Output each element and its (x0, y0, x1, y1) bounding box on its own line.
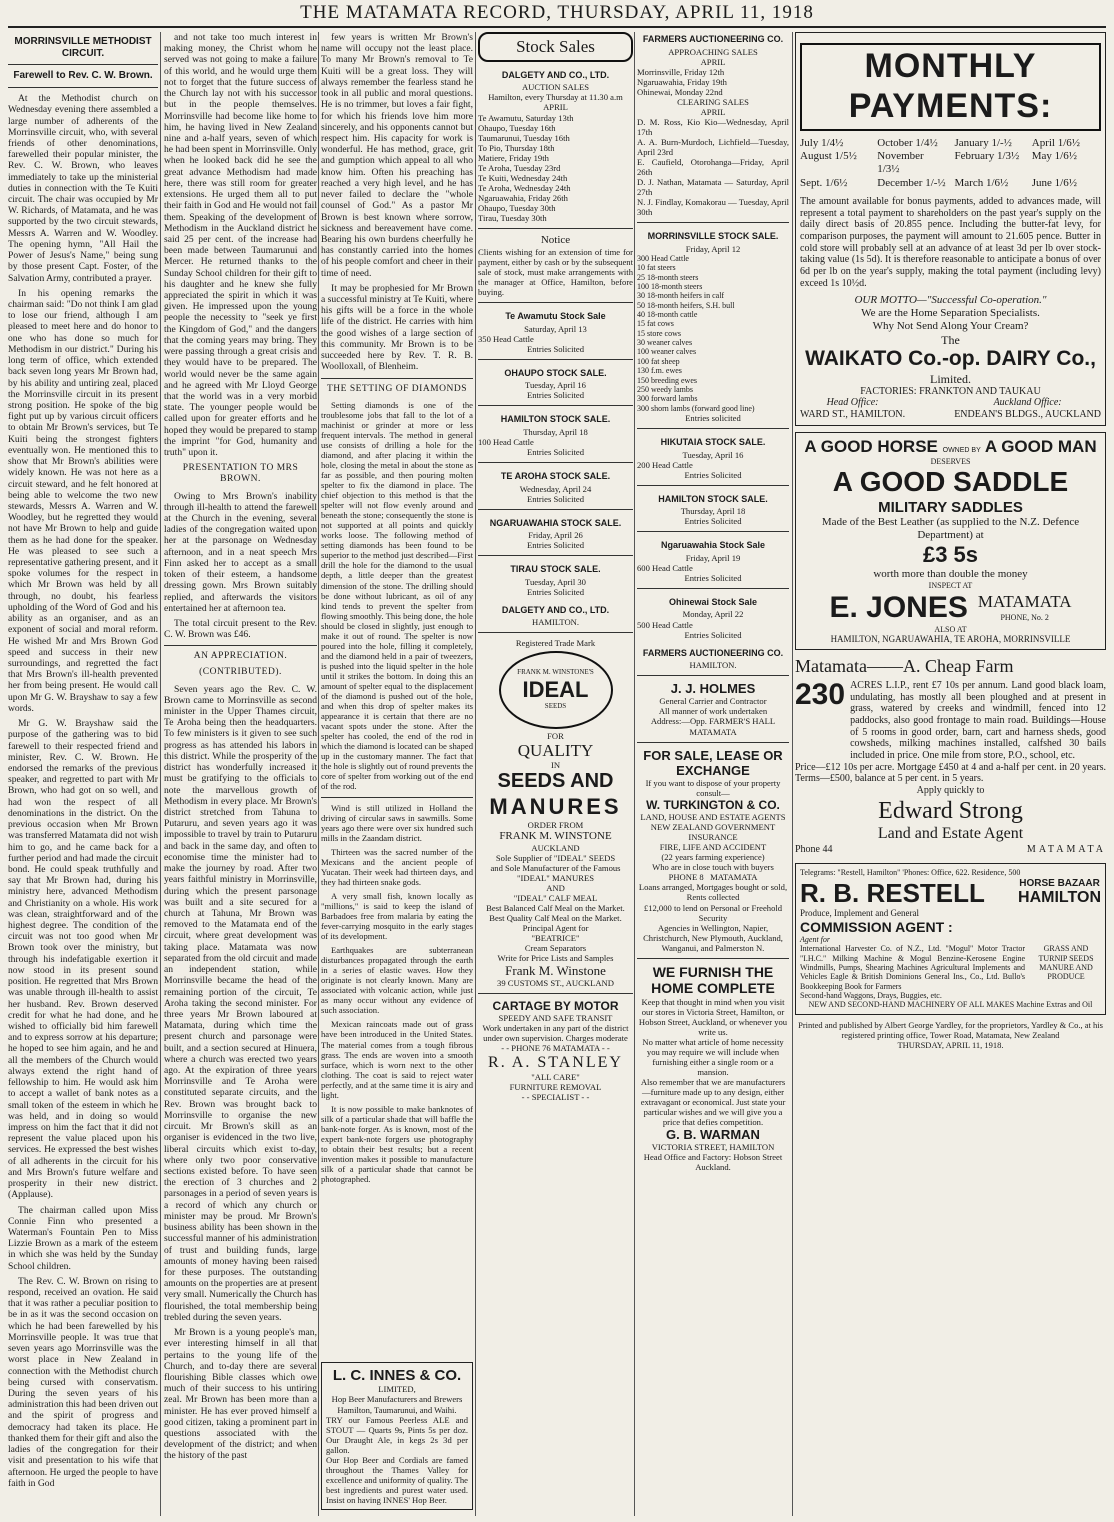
sale-date: Ohinewai, Monday 22nd (637, 86, 723, 97)
divider (637, 958, 789, 959)
ad-line: FIRE, LIFE AND ACCIDENT (659, 842, 767, 853)
divider (478, 993, 633, 994)
stock-line: 15 store cows (637, 328, 681, 338)
cartage-advert (478, 999, 633, 1102)
company-name: WAIKATO Co.-op. DAIRY Co., (805, 347, 1096, 371)
ad-line: FOR SALE, LEASE OR EXCHANGE (643, 747, 783, 778)
column-1 (8, 32, 158, 1516)
farmers-footer: FARMERS AUCTIONEERING CO. (642, 647, 784, 658)
divider (478, 555, 633, 556)
ad-line: MATAMATA (977, 591, 1072, 611)
sale-date: A. A. Burn-Murdoch, Lichfield—Tuesday, April 23rd (637, 136, 789, 157)
ad-line: Best Quality Calf Meal on the Market. (489, 912, 622, 923)
stock-line: 100 weaner calves (637, 347, 697, 357)
stock-sale (478, 302, 633, 354)
ad-line: Principal Agent for (522, 922, 589, 933)
ad-text: International Harvester Co. of N.Z., Ltd. "Mogul" Motor Tractor "I.H.C." Milking Machine & Mogul Benzine-Kerosene Engine Windmills, Pumps, Shearing Machines Agricultural Implements and Vehicles Eagle & British Dominions General Ins., Co., Ltd. Bullo's Bookkeeping Book for Farmers (800, 944, 1025, 991)
ad-line: Why Not Send Along Your Cream? (872, 320, 1029, 333)
ad-line: Telegrams: "Restell, Hamilton" 'Phones: Office, 622. Residence, 500 (800, 868, 1021, 878)
ad-line: Produce, Implement and General (800, 908, 919, 919)
section-title: PRESENTATION TO MRS BROWN. (182, 463, 299, 485)
sale-title: Te Awamutu Stock Sale (505, 311, 606, 322)
price: £3 5s (922, 541, 979, 567)
ad-title: R. B. RESTELL (800, 877, 985, 908)
month-label: APRIL (543, 102, 568, 113)
ad-line: SEEDS AND (497, 770, 614, 793)
ad-line: A GOOD HORSE (804, 436, 938, 456)
payment-rate: May 1/6½ (1031, 150, 1077, 163)
ad-line: Keep that thought in mind when you visit our stores in Victoria Street, Hamilton, or Hobson Street, Auckland, or whenever you write us. (638, 996, 788, 1037)
stock-line: 50 18-month heifers, S.H. bull (637, 300, 735, 310)
paragraph: Setting diamonds is one of the troublesome jobs that fall to the lot of a machinist or grinder at more or less frequent intervals. The method in general use consists of drilling a hole for the diamond, and after placing it within the hole, closing the metal in about the stone as far as possible, and then pouring molten spelter to fix the diamond in place. The chief objection to this method is that the spelter will not flow evenly around and beneath the stone; consequently the stone is not supported at all points and quickly works loose. The following method of setting diamonds has been found to be superior to the method just described—First drill the hole for the diamond to the usual depth, a little deeper than the greatest dimension of the stone. The drilling should be done without lubricant, as oil of any kind tends to prevent the spelter from flowing smoothly. This being done, the hole should be closed in slightly, just enough to make it out of round. The spelter is now poured into the hole, filling it completely, and the diamond held in a pair of tweezers, is pushed into the liquid spelter in the hole until it strikes the bottom. In doing this an amount of spelter equal to the displacement of the diamond is pushed out of the hole, and when this drop of spelter makes its appearance it is certain that there are no vacant spots under the stone. After the spelter has cooled, the end of the rod in which the diamond is located can be shaped up in the customary manner. The fact that the hole is slightly out of round prevents the core of spelter from working out of the end of the rod. (321, 399, 473, 792)
ad-line: INSPECT AT (928, 580, 973, 590)
ad-line: E. JONES (829, 590, 968, 624)
ad-line: Address:—Opp. FARMER'S HALL MATAMATA (650, 716, 776, 737)
divider (478, 302, 633, 303)
stock-line: 10 fat steers (637, 263, 676, 273)
ad-text: ACRES L.I.P., rent £7 10s per annum. Land good black loam, undulating, has mostly all been ploughed and at present in grass, watered by creeks and windmill, fenced into 12 paddocks, also good frontage to main road. Buildings—House of 5 rooms in good order, barn, cart and harness sheds, good cowsheds, milking machines installed, calfshed 30 bails included in price. One mile from store, P.O., school, etc. (850, 679, 1106, 762)
divider (637, 428, 789, 429)
auction-label: AUCTION SALES (521, 82, 590, 93)
ad-line: and Sole Manufacturer of the Famous (490, 862, 621, 873)
ad-text: The amount available for bonus payments, added to advances made, will represent a total payment to shareholders on the past year's supply on the daily direct basis of 20.855 pence. Including the butter-fat levy, for comparison purposes, the payment will amount to 21.605 pence. Butter in cold store will probably sell at an advance of at least 3d per lb over stock-taking value (1s 5d). It is therefore reasonable to anticipate a bonus of over 6d per lb on the year's supply, making the total payment (including levy) exceed 1s 10½d. (800, 195, 1101, 289)
column-4 (478, 32, 633, 1516)
stock-line: 150 breeding ewes (637, 375, 697, 385)
hamilton-line: Hamilton, every Thursday at 11.30 a.m (488, 92, 623, 103)
paragraph: The total circuit present to the Rev. C. W. Brown was £46. (164, 617, 317, 641)
section-subtitle: (CONTRIBUTED). (199, 667, 282, 678)
imprint: Printed and published by Albert George Yardley, for the proprietors, Yardley & Co., at his registered printing office, Tower Road, Matamata, New Zealand (798, 1019, 1103, 1040)
ad-line: COMMISSION AGENT : (800, 918, 953, 935)
sale-detail: 600 Head Cattle (637, 562, 693, 573)
divider (478, 509, 633, 510)
ad-line: Frank M. Winstone (505, 963, 606, 979)
restell-advert (795, 863, 1106, 1015)
payment-rate: July 1/4½ (800, 136, 844, 149)
notice-text: Clients wishing for an extension of time for payment, either by cash or by the subsequent sale of stock, must make arrangements with the manager at Office, Hamilton, before buying. (478, 246, 633, 298)
ad-line: WARD ST., HAMILTON. (800, 409, 906, 421)
ad-line: Agencies in Wellington, Napier, Christchurch, New Plymouth, Auckland, Wanganui, and Palmerston N. (643, 922, 783, 953)
sale-date: E. Caufield, Otorohanga—Friday, April 26th (637, 157, 789, 178)
entries-solicited: Entries Solicited (684, 469, 742, 480)
ad-line: Head Office: (826, 397, 879, 409)
ad-line: Agent for (800, 934, 830, 944)
ad-line: VICTORIA STREET, HAMILTON (651, 1142, 775, 1153)
trade-mark: Registered Trade Mark (515, 638, 596, 649)
ad-line: FRANK M. WINSTONE (499, 829, 612, 842)
stock-line: 300 forward lambs (637, 394, 698, 404)
monthly-payments-advert (795, 32, 1106, 426)
sale-date: Matiere, Friday 19th (478, 152, 549, 163)
dalgety-name: DALGETY AND CO., LTD. (501, 69, 610, 80)
stock-sale (637, 428, 789, 480)
payment-rate: April 1/6½ (1031, 136, 1081, 149)
divider (637, 675, 789, 676)
ad-line: SPEEDY AND SAFE TRANSIT (498, 1013, 613, 1024)
paragraph: few years is written Mr Brown's name will occupy not the least place. To many Mr Brown's removal to Te Kuiti will be a great loss. They will always remember the fearless stand he took in all public and moral questions. He is no trimmer, but loves a fair fight, for which his friends love him more sincerely, and his opponents cannot but respect him. His capacity for work is wonderful. He has method, grace, grit and gumption which appeal to all who know him. Often his preaching has reached a very high level, and he has never failed to declare the "whole counsel of God." As a pastor Mr Brown is best known where sorrow, sickness and bereavement have come. Bearing his own burdens cheerfully he has constantly carried into the homes of his people comfort and cheer in their time of need. (321, 32, 473, 279)
paragraph: Mr G. W. Brayshaw said the purpose of the gathering was to bid farewell to their respected friend and minister, Rev. C. W. Brown. He endorsed the remarks of the previous speaker, and regretted to part with Mr Brown, who had got on so well, and had won the respect of all denominations in the district. On the previous occasion when Mr Brown was transferred Matamata did not wish him to go, and he came back for a further period and had made the circuit bond. He could speak truthfully and say that Mr Brown had, during his ministry here, advanced Methodism and Christianity on a whole. His work was clean, straightforward and of the highest degree. The condition of the circuit was not too good when Mr Brown took over the ministry, but through his indefatigable exertion it now stood in its present sound position. He regretted that Mrs Brown was unable through ill-health to assist her husband. Rev. Brown deserved credit for what he had done, and he wished to officially bid him farewell and to express sorrow at his departure; he hoped to see him again, and he and all the members of the Church would always extend the right hand of fellowship to him. He would ask him to accept a wallet of bank notes as a small token of the esteem in which he was held, and in doing so would impress on him the fact that it did not represent the value placed upon his services. He expressed the best wishes of all adherents in the circuit for his and Mrs Brown's future welfare and prosperity in their new district. (Applause). (8, 718, 158, 1201)
ad-line: CLEARING SALES (677, 96, 749, 107)
ad-line: Limited. (930, 371, 971, 386)
dalgety-footer-place: HAMILTON. (531, 617, 580, 628)
column-5 (637, 32, 789, 1516)
innes-advert (321, 1362, 473, 1510)
farmers-footer-place: HAMILTON. (689, 660, 737, 671)
ad-line: ALSO AT (934, 625, 967, 635)
ad-line: worth more than double the money (873, 567, 1028, 580)
logo-ring-text: FRANK M. WINSTONE'S (517, 668, 594, 677)
ad-line: HAMILTON (1018, 889, 1101, 907)
sale-date: Tuesday, April 16 (525, 380, 586, 391)
payment-rate: December 1/-½ (877, 177, 946, 190)
entries-solicited: Entries Solicited (684, 572, 742, 583)
sale-detail: 500 Head Cattle (637, 619, 693, 630)
ad-line: The (941, 333, 960, 348)
sale-date: Ohaupo, Tuesday 30th (478, 202, 556, 213)
stock-sale (637, 531, 789, 583)
sale-date: Ngaruawahia, Friday 19th (637, 76, 727, 87)
ad-line: IN (550, 760, 561, 771)
sale-date: Te Aroha, Tuesday 23rd (478, 162, 561, 173)
ad-line: APPROACHING SALES (668, 46, 758, 57)
sale-title: Ngaruawahia Stock Sale (660, 540, 766, 551)
ad-line: CARTAGE BY MOTOR (492, 999, 619, 1014)
paragraph: The chairman called upon Miss Connie Finn who presented a Waterman's Fountain Pen to Miss Lizzie Brown as a mark of the esteem in which she was held by the Sunday School children. (8, 1204, 158, 1272)
sale-title: NGARUAWAHIA STOCK SALE. (489, 517, 622, 528)
column-rule (792, 32, 793, 1516)
ad-line: FURNITURE REMOVAL (509, 1082, 602, 1093)
divider (478, 228, 633, 229)
stock-line: 30 weaner calves (637, 338, 693, 348)
snippet: Earthquakes are subterranean disturbances propagated through the earth in a series of elastic waves. How they originate is not clearly known. Many are associated with volcanic action, while just as many occur without any evidence of such association. (321, 945, 473, 1016)
divider (321, 378, 473, 379)
ad-line: DESERVES (930, 456, 971, 466)
sale-date: Thursday, April 18 (523, 426, 588, 437)
divider (8, 87, 158, 88)
ad-line: Work undertaken in any part of the district under own supervision. Charges moderate (482, 1023, 629, 1044)
stock-line: 130 f.m. ewes (637, 366, 682, 376)
sale-title: HIKUTAIA STOCK SALE. (660, 437, 766, 448)
ideal-logo (499, 651, 613, 729)
entries-solicited: Entries Solicited (684, 516, 742, 527)
sale-date: Saturday, April 13 (524, 323, 587, 334)
ad-line: APRIL (700, 106, 726, 117)
warman-advert (637, 964, 789, 1173)
ad-line: ORDER FROM (527, 819, 584, 830)
stock-sale (478, 555, 633, 597)
sale-date: N. J. Findlay, Komakorau — Tuesday, April 30th (637, 197, 789, 218)
ad-title: Matamata——A. Cheap Farm (795, 655, 1014, 676)
ad-line: NEW AND SECOND-HAND MACHINERY OF ALL MAKES Machine Extras and Oil (808, 1000, 1093, 1010)
ad-line: APRIL (700, 56, 726, 67)
sale-date: Te Kuiti, Wednesday 24th (478, 172, 568, 183)
ad-line: "BEATRICE" (531, 932, 580, 943)
ad-text: Price—£12 10s per acre. Mortgage £450 at 4 and a-half per cent. in 20 years. Terms—£500, balance at 5 per cent. in 5 years. (795, 761, 1106, 785)
divider (8, 64, 158, 65)
imprint-date: THURSDAY, APRIL 11, 1918. (897, 1039, 1004, 1050)
sale-date: Friday, April 19 (685, 552, 741, 563)
stock-list (637, 254, 789, 413)
article-title: MORRINSVILLE METHODIST CIRCUIT. (14, 36, 152, 59)
sale-date: D. J. Nathan, Matamata — Saturday, April 27th (637, 177, 789, 198)
stock-line: 250 weedy lambs (637, 384, 693, 394)
ad-title: MONTHLY PAYMENTS: (800, 43, 1101, 131)
snippet: A very small fish, known locally as "millions," is said to keep the island of Barbadoes free from malaria by eating the fever-carrying mosquito in the early stages of its development. (321, 890, 473, 942)
sale-date: Wednesday, April 24 (519, 483, 592, 494)
entries-solicited: Entries Solicited (526, 390, 585, 401)
paragraph: and not take too much interest in making money, the Christ whom he served was not going to make a failure of this world, and he would urge them not to forget that the future success of the Church lay not with his successor but in the people themselves. Morrinsville had become like home to him, he having lived in New Zealand nine and a-half years, seven of which he had been spent in Morrinsville. Only when he looked back did he see the great advance Methodism had made here, there was still room for greater extensions. He urged them all to put their faith in God and He would not fail them. Speaking of the development of Methodism in the Auckland district he said 25 per cent. of the increase had been made between Taumarunui and Mercer. He returned thanks to the Sunday School children for their gift to his daughter and he knew she fully appreciated the spirit in which it was given. He impressed upon the young people the necessity to "seek ye first the Kingdom of God," and the dangers that the coming years may bring. They were passing through a great crisis and they would have to be prepared. The world would never be the same again and he agreed with Mr Lloyd George that the world was in a very morbid state. The younger people would be called upon for greater efforts and he hoped they would be prepared to stamp the imprint "for God, humanity and truth" upon it. (164, 32, 317, 459)
jones-saddle-advert (795, 432, 1106, 650)
ad-line: Auckland Office: (993, 397, 1062, 409)
ad-line: NEW ZEALAND GOVERNMENT INSURANCE (650, 822, 776, 843)
logo-ring-text: SEEDS (544, 702, 567, 711)
dalgety-footer: DALGETY AND CO., LTD. (501, 604, 610, 615)
paragraph: The Rev. C. W. Brown on rising to respond, received an ovation. He said that it was rather a peculiar position to be in as it was the second occasion on which he had been farewelled by his Morrinsville people. It was true that seven years ago Morrinsville was the worst place in New Zealand in connection with the Methodist church being cursed with conservatism. During the seven years of his administration this had been driven out and the spirit of progress and democracy had taken its place. He thanked them for their gift and also the ladies of the congregation for their visit and presentation to his wife that afternoon. He urged the people to have faith in God (8, 1275, 158, 1489)
holmes-advert (637, 681, 789, 736)
divider (637, 531, 789, 532)
ad-line: Head Office and Factory: Hobson Street Auckland. (643, 1152, 783, 1173)
ad-line: Land and Estate Agent (877, 824, 1024, 842)
paragraph: In his opening remarks the chairman said: "Do not think I am glad to lose our friend, although I am pleased to meet here and do honor to one who has done so much for Methodism in our district." During his long term of office, which extended back seven long years Mr Brown had, by his ability and untiring zeal, placed the Morrinsville circuit in its present strong position. He spoke of the big fight put up by various circuit officers to obtain Mr Brown's services, but Te Kuiti being the strongest fighters eventually won. He mentioned this to show that Mr Brown's abilities were widely known. He was not here as a circuit steward, and he felt honored at being able to welcome the two new stewards, Messrs A. Warren and W. Woodley, but he regretted they would not have Mr Brown to help and guide them as he had done for the speaker. He was pleased to see such a representative gathering present, and it spoke volumes for the respect in which Mr Brown was held by all through, no doubt, his fearless upholding of the Word of God and his ability as an organiser, and as an exponent of social and moral reform. He wished Mr and Mrs Brown God speed and success in their new surroundings, and regretted the fact that Mrs Brown's ill-health prevented her from being present. He would call upon Mr G. W. Brayshaw to say a few words. (8, 287, 158, 714)
ad-line: "ALL CARE" (531, 1072, 580, 1083)
paragraph: Owing to Mrs Brown's inability through ill-health to attend the farewell at the Church in the evening, several ladies of the congregation waited upon her at the parsonage on Wednesday afternoon, and in a neat speech Mrs Finn asked her to accept as a small token of their esteem, a handsome dressing gown. Mrs Brown suitably replied, and afterwards the visitors entertained her at afternoon tea. (164, 490, 317, 614)
sale-date: Ohaupo, Tuesday 16th (478, 122, 556, 133)
divider (478, 632, 633, 633)
sale-date: To Pio, Thursday 18th (478, 142, 555, 153)
sale-date: Te Aroha, Wednesday 24th (478, 182, 571, 193)
ad-line: LAND, HOUSE AND ESTATE AGENTS (640, 812, 786, 823)
divider (478, 462, 633, 463)
ad-line: OWNED BY (942, 446, 981, 454)
snippet: It is now possible to make banknotes of silk of a particular shade that will baffle the bank-note forger. As is known, most of the expert bank-note forgers use photography to obtain their best results; but a recent invention makes it possible to manufacture silk of a particular shade that cannot be photographed. (321, 1103, 473, 1185)
sale-date: Tuesday, April 30 (525, 576, 586, 587)
divider (637, 222, 789, 223)
ad-line: £12,000 to lend on Personal or Freehold Security (643, 902, 783, 923)
entries-solicited: Entries Solicited (526, 493, 585, 504)
entries-solicited: Entries Solicited (526, 343, 585, 354)
ad-line: We are the Home Separation Specialists. (861, 307, 1040, 320)
town: MATAMATA (1026, 843, 1106, 855)
ad-line: QUALITY (517, 740, 594, 760)
sale-title: OHAUPO STOCK SALE. (504, 367, 607, 378)
ad-line: - - SPECIALIST - - (521, 1092, 590, 1103)
sale-title: HAMILTON STOCK SALE. (658, 493, 768, 504)
stock-line: 40 18-month cattle (637, 310, 698, 320)
ad-line: "IDEAL" CALF MEAL (513, 892, 598, 903)
ad-line: Cream Separators (524, 942, 587, 953)
masthead: THE MATAMATA RECORD, THURSDAY, APRIL 11, 1918 (8, 0, 1106, 28)
entries-solicited: Entries Solicited (526, 586, 585, 597)
ad-text: GRASS AND TURNIP SEEDS MANURE AND PRODUCE (1038, 944, 1094, 982)
payment-table (800, 137, 1101, 190)
sale-title: Ohinewai Stock Sale (668, 596, 758, 607)
stock-sale-list (637, 428, 789, 640)
sale-title: HAMILTON STOCK SALE. (500, 414, 611, 425)
stock-line: 100 18-month steers (637, 281, 703, 291)
stock-sales-title: Stock Sales (478, 32, 633, 62)
paragraph: It may be prophesied for Mr Brown a successful ministry at Te Kuiti, where his gifts will be a force in the whole life of the district. He carries with him the good wishes of a large section of this community. Mr Brown is to be succeeded here by Rev. T. R. B. Woolloxall, of Blenheim. (321, 282, 473, 373)
logo-word: IDEAL (522, 676, 589, 702)
ad-line: If you want to dispose of your property consult— (645, 777, 781, 799)
place: MATAMATA (710, 872, 758, 883)
entries-solicited: Entries Solicited (526, 540, 585, 551)
ad-line: HORSE BAZAAR (1019, 877, 1100, 889)
innes-name: L. C. INNES & CO. (332, 1366, 462, 1384)
snippet: Wind is still utilized in Holland the driving of circular saws in sawmills. Some years ago there were over six hundred such mills in the Zaandam district. (321, 802, 473, 843)
ad-line: AND (546, 882, 565, 893)
innes-line: Our Hop Beer and Cordials are famed throughout the Thames Valley for excellence and uniformity of quality. The best ingredients and purest water used. Insist on having INNES' Hop Beer. (326, 1454, 468, 1505)
payment-rate: August 1/5½ (800, 150, 857, 163)
entries-solicited: Entries solicited (685, 412, 741, 423)
ad-line: PHONE, No. 2 (1000, 612, 1049, 622)
divider (321, 797, 473, 798)
ad-line: Second-hand Waggons, Drays, Buggies, etc. (800, 991, 942, 1001)
snippet: Mexican raincoats made out of grass have been introduced in the United States. The material comes from a tough fibrous grass. The ends are woven into a smooth surface, which is worn next to the other clothing. The coat is said to reject water perfectly, and at the same time it is airy and light. (321, 1019, 473, 1100)
ad-line: General Carrier and Contractor (659, 696, 767, 707)
innes-line: Hop Beer Manufacturers and Brewers Hamilton, Taumarunui, and Waihi. (331, 1394, 463, 1415)
ad-line: Loans arranged, Mortgages bought or sold, Rents collected (638, 882, 788, 903)
sale-date: Tirau, Tuesday 30th (478, 213, 547, 223)
acre-count: 230 (795, 677, 846, 711)
stock-line: 15 fat cows (637, 319, 674, 329)
innes-line: TRY our Famous Peerless ALE and STOUT — Quarts 9s, Pints 5s per doz. Our Draught Ale, in kegs 2s 3d per gallon. (326, 1414, 468, 1455)
column-rule (160, 32, 161, 1516)
sale-title: MORRINSVILLE STOCK SALE. (647, 231, 779, 242)
sale-date: Tuesday, April 16 (682, 449, 744, 460)
divider (637, 742, 789, 743)
section-title: AN APPRECIATION. (193, 651, 288, 662)
farmers-name: FARMERS AUCTIONEERING CO. (642, 34, 784, 44)
stock-sale (478, 405, 633, 457)
stock-sale (478, 509, 633, 551)
stock-line: 300 Head Cattle (637, 253, 689, 263)
column-3 (321, 32, 473, 1516)
ad-line: R. A. STANLEY (488, 1053, 623, 1071)
ad-line: Also remember that we are manufacturers—furniture made up to any design, either extravagant or economical. Just state your particular wishes and we will give you a price that defies competition. (640, 1076, 786, 1128)
sale-date: Ngaruawahia, Friday 26th (478, 192, 568, 203)
stock-line: 30 18-month heifers in calf (637, 291, 725, 301)
payment-rate: Sept. 1/6½ (800, 177, 848, 190)
ad-line: G. B. WARMAN (666, 1127, 760, 1143)
payment-rate: January 1/-½ (954, 136, 1012, 149)
ad-line: Write for Price Lists and Samples (497, 953, 614, 964)
innes-limited: LIMITED, (378, 1384, 416, 1395)
stock-sale (478, 359, 633, 401)
ad-line: 39 CUSTOMS ST., AUCKLAND (497, 978, 614, 989)
stock-line: 25 18-month steers (637, 272, 699, 282)
ad-line: (22 years farming experience) (661, 852, 765, 863)
phone: Phone 44 (795, 843, 833, 855)
ad-line: W. TURKINGTON & CO. (646, 798, 780, 813)
sale-title: TE AROHA STOCK SALE. (500, 471, 611, 482)
ad-line: Apply quickly to (916, 785, 985, 797)
ad-line: "IDEAL" MANURES (517, 872, 594, 883)
sale-detail: 200 Head Cattle (637, 459, 693, 470)
stock-sale (637, 485, 789, 527)
divider (164, 645, 317, 646)
ad-line: FOR (547, 730, 564, 741)
sale-date: Taumarunui, Tuesday 16th (478, 132, 570, 143)
ad-line: HAMILTON, NGARUAWAHIA, TE AROHA, MORRINSVILLE (830, 634, 1071, 645)
column-rule (475, 32, 476, 1516)
ad-line: MILITARY SADDLES (878, 498, 1023, 516)
snippet: Thirteen was the sacred number of the Mexicans and the ancient people of Yucatan. Their week had thirteen days, and they had thirteen snake gods. (321, 846, 473, 887)
sale-date: Monday, April 22 (682, 609, 744, 620)
paragraph: Seven years ago the Rev. C. W. Brown came to Morrinsville as second minister in the Upper Thames circuit, Te Aroha being then the headquarters. To few ministers is it given to see such progress as has attended his labors in this district. While the prosperity of the district has wonderfully increased it must be gratifying to the officials to note the marvellous growth of Methodism in every place. Mr Brown's district stretched from Tahuna to Putaruru, and seven years ago it was impossible to travel by train to Putaruru and back in the same day, and often to economise time the minister had to make the journey by road. After two years faithful ministry in Morrinsville, during which the present parsonage was built and a site secured for a church at Tahuna, Mr Brown was removed to the Matamata end of the circuit, where great development was taking place. Matamata was now separated from the old circuit and made an independent station, while Morrinsville became the head of the remaining portion of the circuit, Te Aroha taking the second minister. For three years Mr Brown laboured at Matamata, during which time the present church and parsonage were built, and a section secured at Hinuera, where a church was erected two years ago. At the expiration of three years Morrinsville and Te Aroha were constituted separate circuits, and the Rev. Brown was brought back to Morrinsville to organise the new circuit. Mr Brown's skill as an organiser is evidenced in the two live, liberal circuits which exist to-day, where only two poor conservative sections existed before. To have seen the erection of 3 churches and 2 parsonages in a period of seven years is a record of which any church or minister may be proud. Mr Brown's business ability has been shown in the successful manner of his administration of trust and building funds, large amounts of money having been raised for these purposes. The outstanding amounts on the properties are at present very small. Numerically the Church has flourished, the total membership being trebled during the seven years. (164, 683, 317, 1323)
payment-rate: November 1/3½ (877, 150, 924, 176)
stock-line: 300 shorn lambs (forward good line) (637, 403, 755, 413)
ad-line: WE FURNISH THE HOME COMPLETE (651, 963, 775, 997)
payment-rate: March 1/6½ (954, 177, 1009, 190)
payment-rate: October 1/4½ (877, 136, 938, 149)
divider (478, 359, 633, 360)
column-rule (318, 32, 319, 1516)
ad-line: No matter what article of home necessity you may require we will include when furnishing either a single room or a mansion. (642, 1036, 784, 1077)
ideal-advert (478, 638, 633, 988)
divider (478, 405, 633, 406)
sale-date: Friday, April 26 (528, 530, 583, 541)
ad-line: ENDEAN'S BLDGS., AUCKLAND (954, 409, 1101, 421)
sale-detail: 350 Head Cattle (478, 333, 534, 344)
ad-line: AUCKLAND (531, 842, 580, 853)
column-6 (795, 32, 1106, 1516)
sale-date: D. M. Ross, Kio Kio—Wednesday, April 17th (637, 116, 789, 137)
stock-sale-list (478, 302, 633, 597)
ad-line: Best Balanced Calf Meal on the Market. (486, 902, 625, 913)
entries-solicited: Entries Solicited (526, 447, 585, 458)
ad-line: Who are in close touch with buyers (652, 862, 774, 873)
stock-sale (478, 462, 633, 504)
sale-title: TIRAU STOCK SALE. (510, 564, 601, 575)
section-title: THE SETTING OF DIAMONDS (326, 383, 467, 394)
phone: PHONE 8 (668, 872, 704, 883)
stock-sale (637, 588, 789, 640)
notice-title: Notice (540, 234, 571, 247)
ad-line: Made of the Best Leather (as supplied to the N.Z. Defence Department) at (821, 516, 1080, 542)
ad-line: J. J. HOLMES (670, 681, 756, 697)
agent-name: Edward Strong (878, 797, 1023, 824)
turkington-advert (637, 748, 789, 953)
ad-line: MANURES (489, 793, 622, 819)
sale-date: Friday, April 12 (685, 243, 741, 254)
article-subtitle: Farewell to Rev. C. W. Brown. (13, 70, 153, 82)
ad-line: All manner of work undertaken (658, 706, 768, 717)
ad-line: A GOOD MAN (984, 436, 1097, 456)
divider (637, 588, 789, 589)
entries-solicited: Entries Solicited (684, 629, 742, 640)
stock-line: 100 fat sheep (637, 356, 680, 366)
divider (637, 485, 789, 486)
sale-date: Thursday, April 18 (680, 506, 746, 517)
payment-rate: February 1/3½ (954, 150, 1020, 163)
sale-date: Morrinsville, Friday 12th (637, 66, 725, 77)
sale-detail: 100 Head Cattle (478, 436, 534, 447)
ad-line: Sole Supplier of "IDEAL" SEEDS (495, 852, 616, 863)
column-2 (164, 32, 317, 1516)
farm-advert (795, 656, 1106, 855)
sale-date: Te Awamutu, Saturday 13th (478, 112, 574, 123)
ad-line: - - PHONE 76 MATAMATA - - (501, 1043, 610, 1054)
sale-dates (478, 113, 633, 224)
ad-line: A GOOD SADDLE (832, 465, 1069, 497)
paragraph: At the Methodist church on Wednesday evening there assembled a large number of adherents of the Morrinsville circuit, who, with several friends of other denominations, farewelled their popular minister, the Rev. C. W. Brown, who leaves immediately to take up the ministerial duties in connection with the Te Kuiti circuit. The chair was occupied by Mr W. Richards, of Matamata, and he was supported by the two circuit stewards, Messrs A. Warren and W. Woodley. The opening hymn, "All Hail the Power of Jesus's Name," being sung by those present Capt. Foster, of the Salvation Army, contributed a prayer. (8, 93, 158, 284)
column-rule (634, 32, 635, 1516)
ad-line: FACTORIES: FRANKTON AND TAUKAU (860, 385, 1041, 397)
payment-rate: June 1/6½ (1031, 177, 1077, 190)
motto: OUR MOTTO—"Successful Co-operation." (854, 294, 1047, 307)
paragraph: Mr Brown is a young people's man, ever interesting himself in all that pertains to the young life of the Church, and to-day there are several flourishing Bible classes which owe much of their success to his untiring zeal. Mr Brown has been more than a minister. He has ever proved himself a good citizen, taking a prominent part in questions associated with the development of the district; and when the history of the past (164, 1327, 317, 1462)
